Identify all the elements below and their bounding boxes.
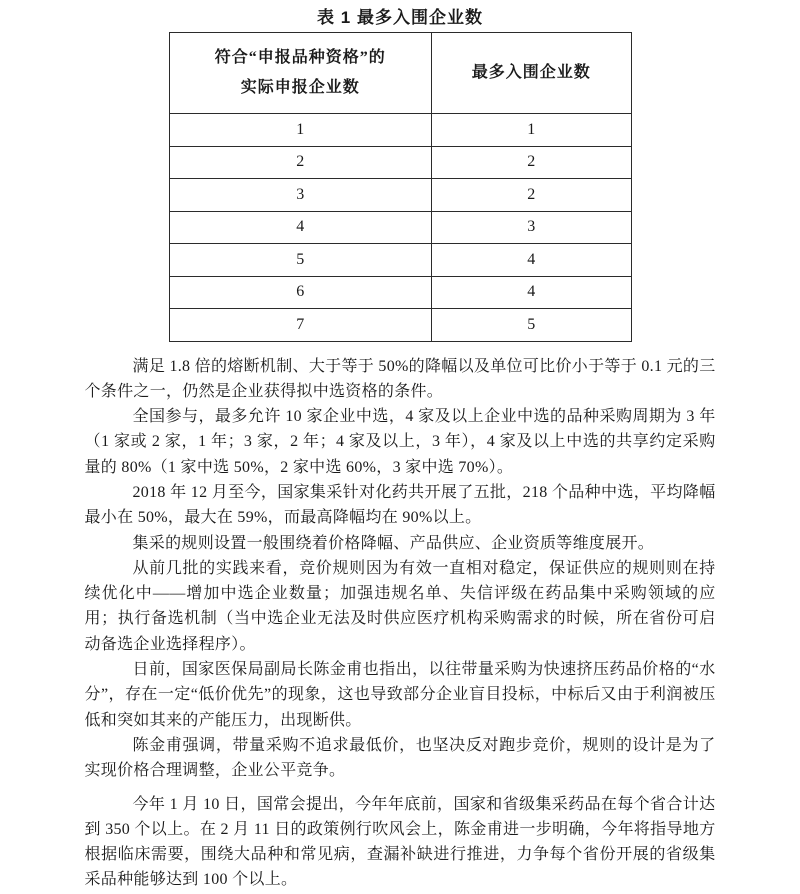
paragraph: 全国参与，最多允许 10 家企业中选，4 家及以上企业中选的品种采购周期为 3 年（1 家或 2 家，1 年；3 家，2 年；4 家及以上，3 年），4 家及以上中选的共享约定采购量的 80%（1 家中选 50%，2 家中选 60%，3 家中选 70%）。 [84,408,716,476]
table-row [169,309,631,342]
table-row [169,179,631,212]
table-row [169,211,631,244]
table-row [169,114,631,147]
table-cell: 5 [169,244,431,277]
paragraph: 日前，国家医保局副局长陈金甫也指出，以往带量采购为快速挤压药品价格的“水分”，存在一定“低价优先”的现象，这也导致部分企业盲目投标，中标后又由于利润被压低和突如其来的产能压力，出现断供。 [84,661,716,729]
table-row [169,244,631,277]
table-cell: 2 [431,179,631,212]
paragraph: 满足 1.8 倍的熔断机制、大于等于 50%的降幅以及单位可比价小于等于 0.1 元的三个条件之一，仍然是企业获得拟中选资格的条件。 [84,357,716,400]
table-cell: 1 [431,114,631,147]
max-shortlisted-table [169,32,632,342]
header-cell-applicants [169,33,431,114]
header-cell-applicants-line2: 实际申报企业数 [240,79,360,96]
table-cell: 6 [169,276,431,309]
paragraph: 陈金甫强调，带量采购不追求最低价，也坚决反对跑步竞价，规则的设计是为了实现价格合理调整，企业公平竞争。 [84,736,716,780]
paragraph: 2018 年 12 月至今，国家集采针对化药共开展了五批，218 个品种中选，平均降幅最小在 50%，最大在 59%，而最高降幅均在 90%以上。 [84,483,716,527]
table-cell: 5 [431,309,631,342]
table-title: 表 1 最多入围企业数 [317,8,483,27]
body-text [85,354,716,893]
table-cell: 1 [169,114,431,147]
table-header [169,33,631,114]
table-cell: 2 [169,146,431,179]
table-body [169,114,631,342]
table-row [169,276,631,309]
paragraph: 今年 1 月 10 日，国常会提出，今年年底前，国家和省级集采药品在每个省合计达到 350 个以上。在 2 月 11 日的政策例行吹风会上，陈金甫进一步明确，今年将指导地方根据临床需要，围绕大品种和常见病，查漏补缺进行推进，力争每个省份开展的省级集采品种能够达到 100 个以上。 [84,795,716,889]
table-cell: 2 [431,146,631,179]
table-cell: 4 [169,211,431,244]
table-row [169,146,631,179]
paragraph: 从前几批的实践来看，竞价规则因为有效一直相对稳定，保证供应的规则则在持续优化中——增加中选企业数量；加强违规名单、失信评级在药品集中采购领域的应用；执行备选机制（当中选企业无法及时供应医疗机构采购需求的时候，所在省份可启动备选企业选择程序）。 [84,559,716,653]
table-cell: 4 [431,244,631,277]
header-cell-max-shortlisted: 最多入围企业数 [431,33,631,114]
table-cell: 7 [169,309,431,342]
table-cell: 3 [169,179,431,212]
table-header-row [169,33,631,114]
table-cell: 4 [431,276,631,309]
paragraph: 集采的规则设置一般围绕着价格降幅、产品供应、企业资质等维度展开。 [132,534,655,552]
table-cell: 3 [431,211,631,244]
header-cell-applicants-line1: 符合“申报品种资格”的 [214,49,386,66]
